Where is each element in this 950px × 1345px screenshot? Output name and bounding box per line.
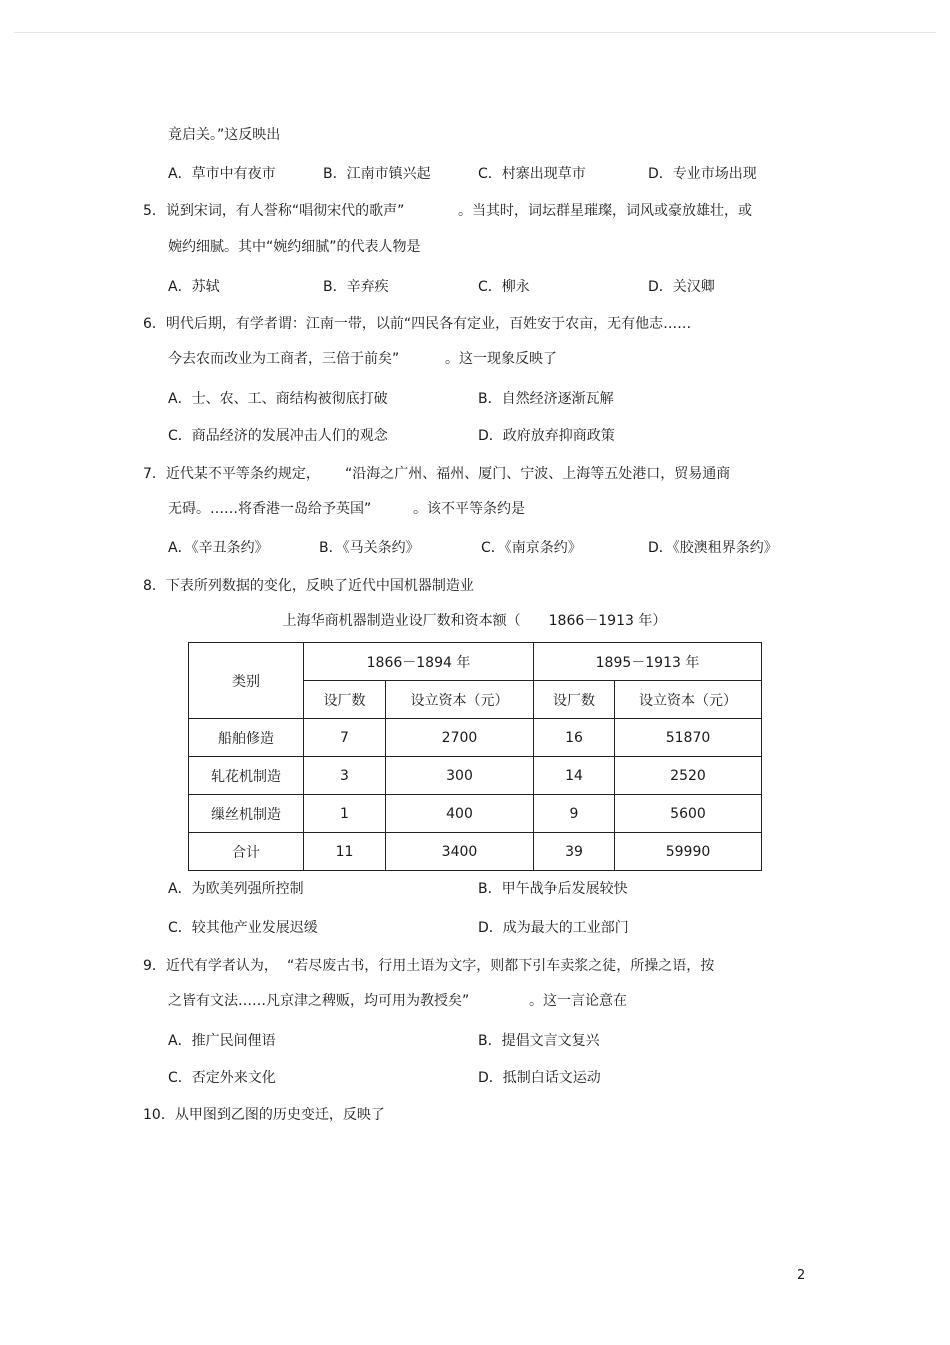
cell-factories-2: 9 xyxy=(534,795,615,833)
cell-factories-2: 39 xyxy=(534,833,615,871)
cell-capital-2: 5600 xyxy=(615,795,762,833)
table-row xyxy=(189,719,762,757)
q7-stem-line2: 无碍。……将香港一岛给予英国” xyxy=(168,501,372,517)
q9-option-a[interactable]: A．推广民间俚语 xyxy=(168,1033,276,1049)
q7-stem-line2-cont: 。该不平等条约是 xyxy=(413,501,525,517)
q5-option-a[interactable]: A．苏轼 xyxy=(168,279,220,295)
q6-option-c[interactable]: C．商品经济的发展冲击人们的观念 xyxy=(168,428,388,444)
q9-option-b[interactable]: B．提倡文言文复兴 xyxy=(478,1033,600,1049)
q6-option-b[interactable]: B．自然经济逐渐瓦解 xyxy=(478,391,614,407)
q4-option-d[interactable]: D．专业市场出现 xyxy=(648,166,757,182)
row-label: 合计 xyxy=(189,833,304,871)
q7-option-c[interactable]: C．《南京条约》 xyxy=(481,540,582,556)
q6-option-d[interactable]: D．政府放弃抑商政策 xyxy=(478,428,615,444)
q8-option-b[interactable]: B．甲午战争后发展较快 xyxy=(478,881,628,897)
q6-stem-line2: 今去农而改业为工商者，三倍于前矣” xyxy=(168,351,400,367)
q4-option-c[interactable]: C．村寨出现草市 xyxy=(478,166,586,182)
q8-option-a[interactable]: A．为欧美列强所控制 xyxy=(168,881,304,897)
cell-capital-1: 2700 xyxy=(386,719,534,757)
q5-option-b[interactable]: B．辛弃疾 xyxy=(323,279,389,295)
q6-stem-line1: 6．明代后期，有学者谓：江南一带，以前“四民各有定业，百姓安于农亩，无有他志…… xyxy=(143,316,692,332)
q7-option-a[interactable]: A．《辛丑条约》 xyxy=(168,540,269,556)
row-label: 船舶修造 xyxy=(189,719,304,757)
cell-capital-2: 59990 xyxy=(615,833,762,871)
q6-stem-line2-cont: 。这一现象反映了 xyxy=(445,351,557,367)
cell-factories-1: 3 xyxy=(304,757,386,795)
q9-option-c[interactable]: C．否定外来文化 xyxy=(168,1070,276,1086)
row-label: 缫丝机制造 xyxy=(189,795,304,833)
q7-stem-line1-cont: “沿海之广州、福州、厦门、宁波、上海等五处港口，贸易通商 xyxy=(345,466,731,482)
cell-factories-1: 1 xyxy=(304,795,386,833)
q8-option-d[interactable]: D．成为最大的工业部门 xyxy=(478,920,629,936)
page-number: 2 xyxy=(797,1268,806,1283)
q8-stem: 8．下表所列数据的变化，反映了近代中国机器制造业 xyxy=(143,578,474,594)
cell-capital-1: 300 xyxy=(386,757,534,795)
q9-stem-line2-cont: 。这一言论意在 xyxy=(529,993,627,1009)
header-rule xyxy=(14,32,936,33)
q5-option-c[interactable]: C．柳永 xyxy=(478,279,530,295)
table-row-total xyxy=(189,833,762,871)
q9-stem-line1: 9．近代有学者认为， xyxy=(143,958,278,974)
factory-capital-table xyxy=(188,642,762,871)
q4-option-b[interactable]: B．江南市镇兴起 xyxy=(323,166,431,182)
q5-stem-line1: 5．说到宋词，有人誉称“唱彻宋代的歌声” xyxy=(143,203,405,219)
row-label: 轧花机制造 xyxy=(189,757,304,795)
table-row xyxy=(189,795,762,833)
q5-stem-line1-cont: 。当其时，词坛群星璀璨，词风或豪放雄壮，或 xyxy=(458,203,752,219)
q9-stem-line2: 之皆有文法……凡京津之稗贩，均可用为教授矣” xyxy=(168,993,470,1009)
q9-option-d[interactable]: D．抵制白话文运动 xyxy=(478,1070,601,1086)
cell-capital-2: 51870 xyxy=(615,719,762,757)
q7-stem-line1: 7．近代某不平等条约规定， xyxy=(143,466,320,482)
q4-option-a[interactable]: A．草市中有夜市 xyxy=(168,166,276,182)
q7-option-d[interactable]: D．《胶澳租界条约》 xyxy=(648,540,778,556)
table-header-period-1: 1866－1894 年 xyxy=(304,643,534,681)
q9-stem-line1-cont: “若尽废古书，行用土语为文字，则都下引车卖浆之徒，所操之语，按 xyxy=(287,958,715,974)
cell-factories-1: 11 xyxy=(304,833,386,871)
table-header-category: 类别 xyxy=(189,643,304,719)
q6-option-a[interactable]: A．士、农、工、商结构被彻底打破 xyxy=(168,391,388,407)
table-row xyxy=(189,757,762,795)
table-subheader-capital: 设立资本（元） xyxy=(615,681,762,719)
table-title: 上海华商机器制造业设厂数和资本额（ 1866－1913 年） xyxy=(282,613,667,629)
table-subheader-capital: 设立资本（元） xyxy=(386,681,534,719)
q7-option-b[interactable]: B．《马关条约》 xyxy=(319,540,420,556)
q4-continuation: 竟启关。”这反映出 xyxy=(168,127,281,143)
q5-stem-line2: 婉约细腻。其中“婉约细腻”的代表人物是 xyxy=(168,239,421,255)
table-subheader-factories: 设厂数 xyxy=(304,681,386,719)
cell-factories-1: 7 xyxy=(304,719,386,757)
table-subheader-factories: 设厂数 xyxy=(534,681,615,719)
q8-option-c[interactable]: C．较其他产业发展迟缓 xyxy=(168,920,318,936)
table-header-period-2: 1895－1913 年 xyxy=(534,643,762,681)
q5-option-d[interactable]: D．关汉卿 xyxy=(648,279,715,295)
cell-factories-2: 16 xyxy=(534,719,615,757)
cell-capital-1: 400 xyxy=(386,795,534,833)
cell-capital-1: 3400 xyxy=(386,833,534,871)
q10-stem: 10．从甲图到乙图的历史变迁，反映了 xyxy=(143,1107,385,1123)
cell-capital-2: 2520 xyxy=(615,757,762,795)
cell-factories-2: 14 xyxy=(534,757,615,795)
